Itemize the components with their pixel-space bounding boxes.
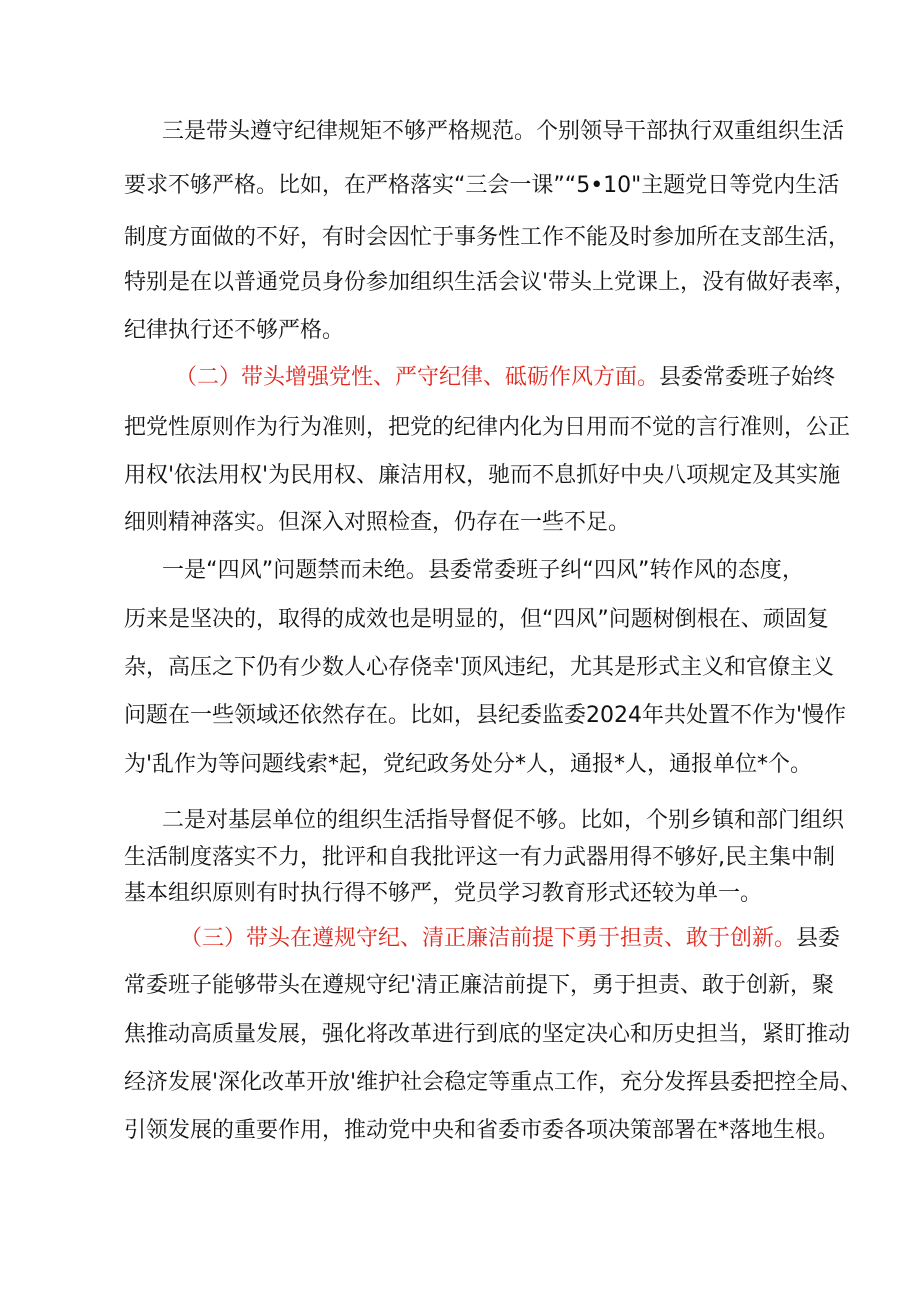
text-line: 为'乱作为等问题线索*起，党纪政务处分*人，通报*人，通报单位*个。 <box>124 752 813 777</box>
section-heading-line <box>180 924 841 954</box>
text-line: 纪律执行还不够严格。 <box>124 318 345 343</box>
text-line: 一是“四风”问题禁而未绝。县委常委班子纠“四风”转作风的态度， <box>162 558 804 583</box>
heading-line-rest: 县委 <box>796 926 841 951</box>
text-line: 常委班子能够带头在遵规守纪'清正廉洁前提下，勇于担责、敢于创新，聚 <box>124 973 835 998</box>
text-line: 二是对基层单位的组织生活指导督促不够。比如，个别乡镇和部门组织 <box>162 808 845 833</box>
text-line: 引领发展的重要作用，推动党中央和省委市委各项决策部署在*落地生根。 <box>124 1118 840 1143</box>
heading-line-rest: 县委常委班子始终 <box>659 365 836 390</box>
text-line: 历来是坚决的，取得的成效也是明显的，但“四风”问题树倒根在、顽固复 <box>124 607 829 632</box>
text-line: 细则精神落实。但深入对照检查，仍存在一些不足。 <box>124 510 631 535</box>
text-line: 杂，高压之下仍有少数人心存侥幸'顶风违纪，尤其是形式主义和官僚主义 <box>124 655 835 680</box>
text-line: 把党性原则作为行为准则，把党的纪律内化为日用而不觉的言行准则，公正 <box>124 415 851 440</box>
text-line: 三是带头遵守纪律规矩不够严格规范。个别领导干部执行双重组织生活 <box>162 119 845 144</box>
text-line: 特别是在以普通党员身份参加组织生活会议'带头上党课上，没有做好表率， <box>124 270 857 295</box>
text-line: 经济发展'深化改革开放'维护社会稳定等重点工作，充分发挥县委把控全局、 <box>124 1070 863 1095</box>
text-line: 用权'依法用权'为民用权、廉洁用权，驰而不息抓好中央八项规定及其实施 <box>124 463 841 488</box>
section-heading-three: （三）带头在遵规守纪、清正廉洁前提下勇于担责、敢于创新。 <box>180 926 797 951</box>
text-line: 基本组织原则有时执行得不够严，党员学习教育形式还较为单一。 <box>124 881 763 906</box>
text-line: 焦推动高质量发展，强化将改革进行到底的坚定决心和历史担当，紧盯推动 <box>124 1022 851 1047</box>
text-line: 问题在一些领域还依然存在。比如，县纪委监委2024年共处置不作为'慢作 <box>124 703 847 728</box>
text-line: 要求不够严格。比如，在严格落实“三会一课”“5•10"主题党日等党内生活 <box>124 173 840 198</box>
section-heading-two: （二）带头增强党性、严守纪律、砥砺作风方面。 <box>175 365 660 390</box>
section-heading-line <box>175 363 836 393</box>
text-line: 制度方面做的不好，有时会因忙于事务性工作不能及时参加所在支部生活， <box>124 225 851 250</box>
text-line: 生活制度落实不力，批评和自我批评这一有力武器用得不够好,民主集中制 <box>124 845 835 870</box>
